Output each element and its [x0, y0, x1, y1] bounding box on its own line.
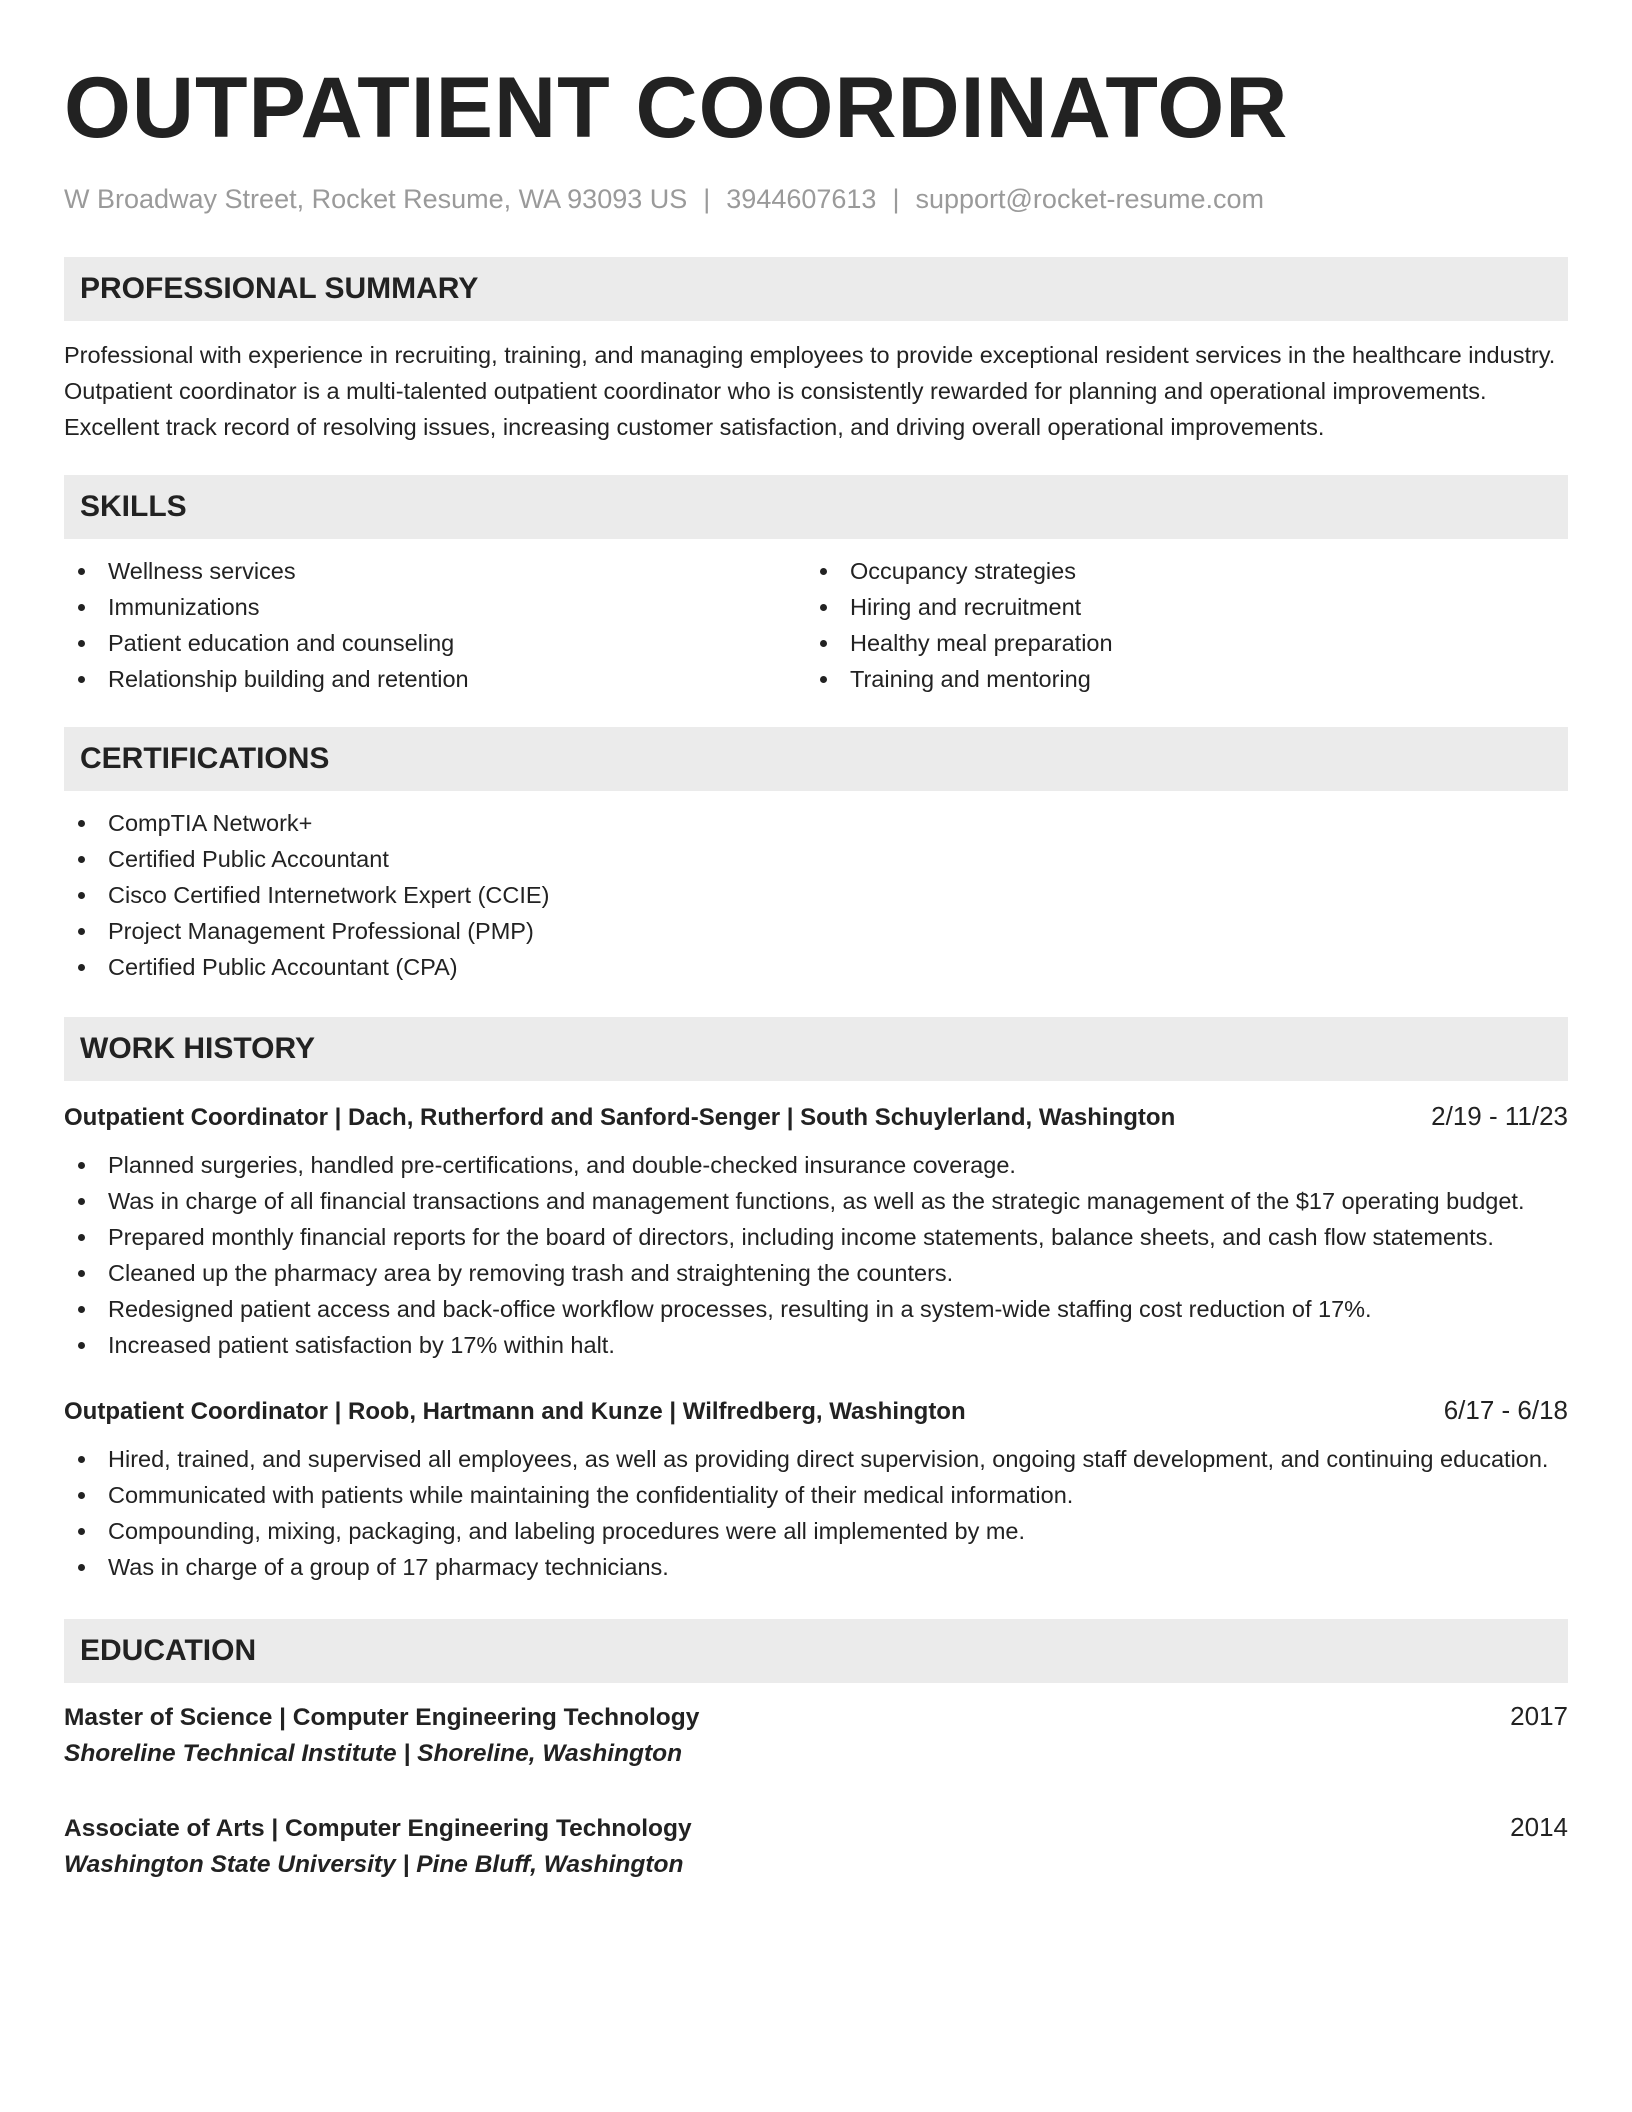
job-title: Outpatient Coordinator | Dach, Rutherford and Sanford-Senger | South Schuylerland, Washington: [64, 1104, 1176, 1131]
skill-item: Wellness services: [64, 553, 806, 589]
job-entry: [64, 1393, 1568, 1585]
contact-separator: |: [703, 184, 711, 214]
job-bullet: Was in charge of all financial transactions and management functions, as well as the strategic management of the $17 operating budget.: [64, 1183, 1568, 1219]
certification-item: CompTIA Network+: [64, 805, 1568, 841]
job-bullet: Prepared monthly financial reports for the board of directors, including income statements, balance sheets, and cash flow statements.: [64, 1219, 1568, 1255]
certification-item: Cisco Certified Internetwork Expert (CCIE): [64, 877, 1568, 913]
job-header: [64, 1393, 1568, 1429]
skills-column-left: [64, 553, 806, 697]
job-header: [64, 1099, 1568, 1135]
summary-heading: PROFESSIONAL SUMMARY: [64, 257, 1568, 321]
job-entry: [64, 1099, 1568, 1363]
skill-item: Hiring and recruitment: [806, 589, 1548, 625]
skill-item: Relationship building and retention: [64, 661, 806, 697]
job-bullet: Planned surgeries, handled pre-certifications, and double-checked insurance coverage.: [64, 1147, 1568, 1183]
skill-item: Immunizations: [64, 589, 806, 625]
education-school: Shoreline Technical Institute | Shoreline, Washington: [64, 1740, 683, 1767]
education-school: Washington State University | Pine Bluff, Washington: [64, 1851, 684, 1878]
skill-item: Occupancy strategies: [806, 553, 1548, 589]
skill-item: Patient education and counseling: [64, 625, 806, 661]
job-bullet: Cleaned up the pharmacy area by removing trash and straightening the counters.: [64, 1255, 1568, 1291]
skills-list: [64, 553, 1568, 697]
certifications-heading: CERTIFICATIONS: [64, 727, 1568, 791]
job-bullet: Increased patient satisfaction by 17% within halt.: [64, 1327, 1568, 1363]
job-bullet: Compounding, mixing, packaging, and labeling procedures were all implemented by me.: [64, 1513, 1568, 1549]
education-year: 2014: [1510, 1812, 1568, 1842]
certification-item: Certified Public Accountant (CPA): [64, 949, 1568, 985]
skill-item: Training and mentoring: [806, 661, 1548, 697]
job-bullet: Was in charge of a group of 17 pharmacy technicians.: [64, 1549, 1568, 1585]
resume-page: [64, 58, 1568, 1883]
education-entry: [64, 1810, 1568, 1883]
candidate-name: OUTPATIENT COORDINATOR: [64, 60, 1289, 156]
work-history-heading: WORK HISTORY: [64, 1017, 1568, 1081]
contact-separator: |: [892, 184, 900, 214]
certification-item: Project Management Professional (PMP): [64, 913, 1568, 949]
certification-item: Certified Public Accountant: [64, 841, 1568, 877]
contact-address: W Broadway Street, Rocket Resume, WA 93093 US: [64, 184, 688, 214]
education-degree: Master of Science | Computer Engineering Technology: [64, 1704, 700, 1731]
job-bullets: [64, 1147, 1568, 1363]
education-year: 2017: [1510, 1701, 1568, 1731]
job-dates: 6/17 - 6/18: [1443, 1395, 1568, 1425]
job-title: Outpatient Coordinator | Roob, Hartmann and Kunze | Wilfredberg, Washington: [64, 1398, 966, 1425]
education-header: [64, 1810, 1568, 1847]
skills-heading: SKILLS: [64, 475, 1568, 539]
contact-line: [64, 182, 1568, 216]
contact-email[interactable]: support@rocket-resume.com: [915, 184, 1264, 214]
job-bullets: [64, 1441, 1568, 1585]
job-bullet: Redesigned patient access and back-office workflow processes, resulting in a system-wide staffing cost reduction of 17%.: [64, 1291, 1568, 1327]
skills-column-right: [806, 553, 1548, 697]
certifications-list: [64, 805, 1568, 985]
job-bullet: Communicated with patients while maintaining the confidentiality of their medical information.: [64, 1477, 1568, 1513]
contact-phone: 3944607613: [726, 184, 877, 214]
job-bullet: Hired, trained, and supervised all employees, as well as providing direct supervision, ongoing staff development, and continuing education.: [64, 1441, 1568, 1477]
education-heading: EDUCATION: [64, 1619, 1568, 1683]
education-entry: [64, 1699, 1568, 1772]
education-header: [64, 1699, 1568, 1736]
summary-text: Professional with experience in recruiting, training, and managing employees to provide exceptional resident services in the healthcare industry. Outpatient coordinator is a multi-talented outpatient coordinator who is consistently rewarded for planning and operational improvements. Excellent track record of resolving issues, increasing customer satisfaction, and driving overall operational improvements.: [64, 342, 1556, 440]
job-dates: 2/19 - 11/23: [1431, 1101, 1568, 1131]
education-degree: Associate of Arts | Computer Engineering Technology: [64, 1815, 692, 1842]
skill-item: Healthy meal preparation: [806, 625, 1548, 661]
